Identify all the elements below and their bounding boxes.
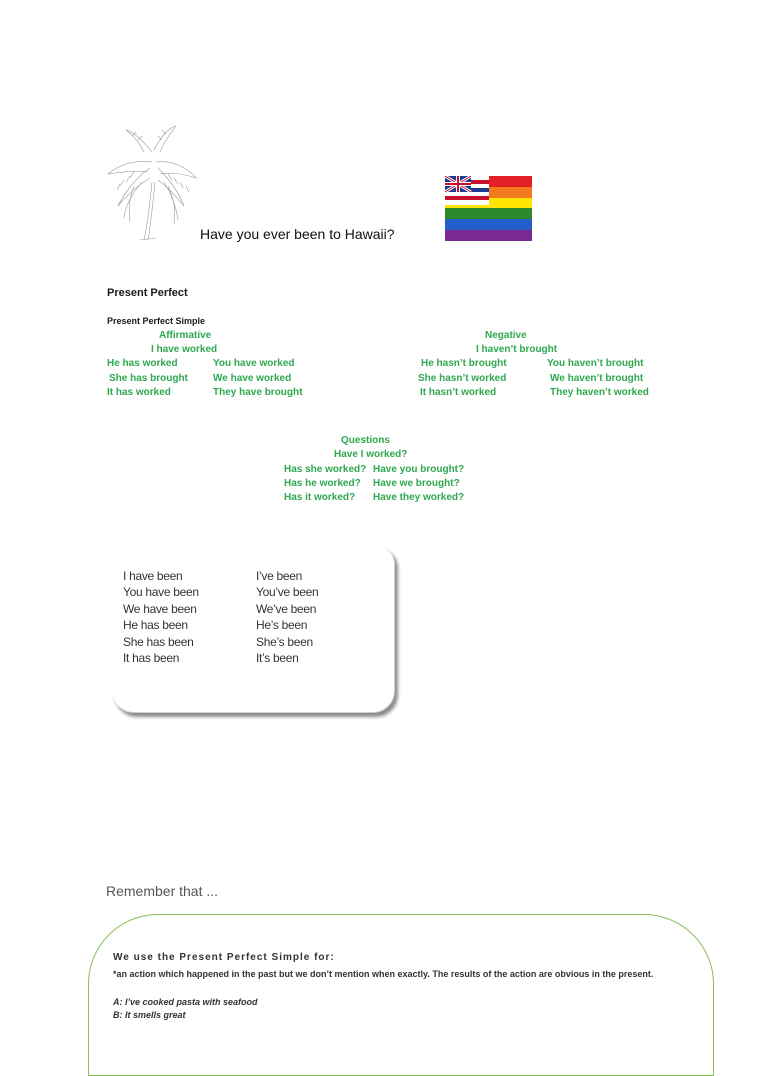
conjugation-short: She’s been xyxy=(256,635,313,649)
negative-item: We haven’t brought xyxy=(550,373,644,384)
conjugation-full: It has been xyxy=(123,651,180,665)
questions-item: Has it worked? xyxy=(284,492,356,503)
negative-item: She hasn’t worked xyxy=(418,373,507,384)
affirmative-item: They have brought xyxy=(213,387,303,398)
questions-item: Have you brought? xyxy=(373,464,465,475)
negative-heading: Negative xyxy=(485,330,527,341)
conjugation-full: I have been xyxy=(123,569,183,583)
page-title: Have you ever been to Hawaii? xyxy=(200,226,395,242)
use-text: *an action which happened in the past but we don’t mention when exactly. The results of the action are obvious in the present. xyxy=(113,969,654,979)
affirmative-item: We have worked xyxy=(213,373,292,384)
negative-item: He hasn’t brought xyxy=(421,358,507,369)
negative-item: You haven’t brought xyxy=(547,358,644,369)
remember-box xyxy=(88,914,714,1076)
conjugation-short: It’s been xyxy=(256,651,299,665)
affirmative-heading: Affirmative xyxy=(159,330,212,341)
affirmative-item: It has worked xyxy=(107,387,171,398)
subsection-title: Present Perfect Simple xyxy=(107,316,206,326)
affirmative-item: She has brought xyxy=(109,373,188,384)
conjugation-full: You have been xyxy=(123,585,199,599)
palm-tree-icon xyxy=(104,122,200,242)
questions-heading: Questions xyxy=(341,435,390,446)
questions-item: Have they worked? xyxy=(373,492,465,503)
conjugation-full: We have been xyxy=(123,602,197,616)
remember-heading: Remember that ... xyxy=(106,883,219,899)
example-a: A: I’ve cooked pasta with seafood xyxy=(113,997,258,1007)
use-title: We use the Present Perfect Simple for: xyxy=(113,952,335,963)
negative-line1: I haven’t brought xyxy=(476,344,558,355)
conjugation-short: You’ve been xyxy=(256,585,319,599)
questions-line1: Have I worked? xyxy=(334,449,408,460)
affirmative-item: You have worked xyxy=(213,358,295,369)
negative-item: They haven’t worked xyxy=(550,387,649,398)
conjugation-short: We’ve been xyxy=(256,602,317,616)
questions-item: Has he worked? xyxy=(284,478,361,489)
conjugation-full: He has been xyxy=(123,618,188,632)
conjugation-short: He’s been xyxy=(256,618,308,632)
negative-item: It hasn’t worked xyxy=(420,387,497,398)
affirmative-line1: I have worked xyxy=(151,344,218,355)
questions-item: Have we brought? xyxy=(373,478,460,489)
section-title: Present Perfect xyxy=(107,287,188,299)
example-b: B: It smells great xyxy=(113,1010,186,1020)
conjugation-full: She has been xyxy=(123,635,194,649)
hawaii-rainbow-flag-icon xyxy=(445,176,532,241)
conjugation-short: I’ve been xyxy=(256,569,303,583)
affirmative-item: He has worked xyxy=(107,358,178,369)
questions-item: Has she worked? xyxy=(284,464,367,475)
